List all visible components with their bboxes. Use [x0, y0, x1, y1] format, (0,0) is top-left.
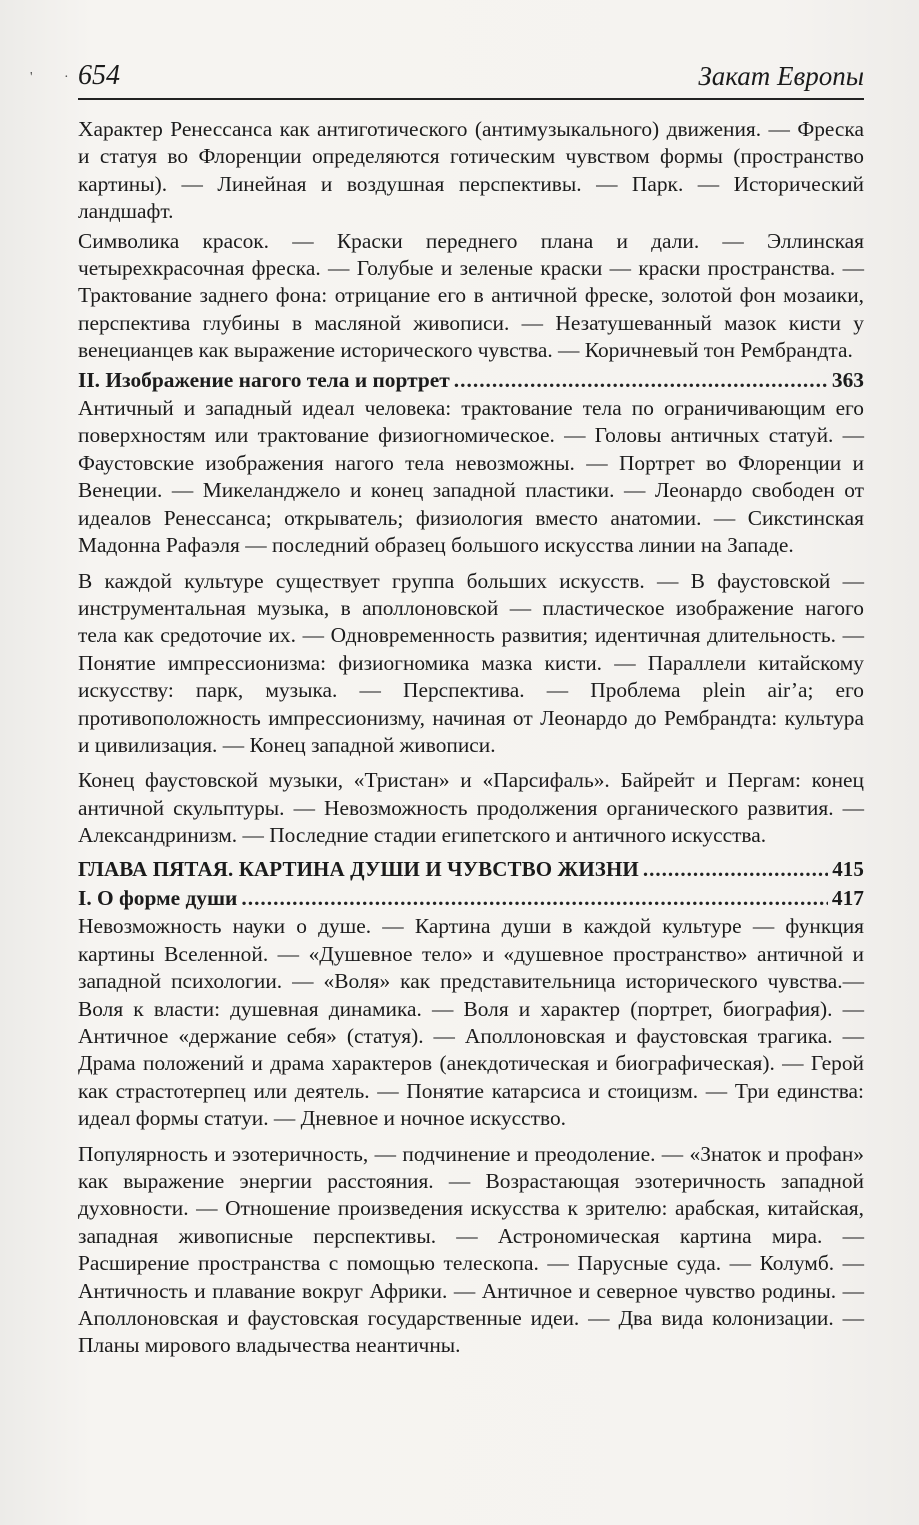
page-header [78, 50, 864, 100]
page-content [78, 116, 864, 1362]
chapter-label: ГЛАВА ПЯТАЯ. КАРТИНА ДУШИ И ЧУВСТВО ЖИЗНИ [78, 856, 639, 881]
paragraph-great-arts: В каждой культуре существует группа больших искусств. — В фаустовской — инструментальная музыка, в аполлоновской — пластическое изображение нагого тела как средоточие их. — Одновременность развития; идентичная длительность. — Понятие импрессионизма: физиогномика мазка кисти. — Параллели китайскому искусству: парк, музыка. — Перспектива. — Проблема plein air’a; его противоположность импрессионизму, начиная от Леонардо до Рембрандта: культура и цивилизация. — Конец западной живописи. [78, 568, 864, 757]
toc-entry-page: 417 [831, 885, 864, 910]
toc-entry-nude-and-portrait [78, 367, 864, 394]
toc-chapter-five [78, 856, 864, 883]
margin-marks: ' · [30, 70, 83, 85]
toc-entry-label: II. Изображение нагого тела и портрет [78, 367, 450, 392]
toc-entry-page: 363 [831, 367, 864, 392]
toc-leader-dots [643, 856, 828, 883]
toc-entry-form-of-soul [78, 885, 864, 912]
paragraph-renaissance: Характер Ренессанса как антиготического (антимузыкального) движения. — Фреска и статуя во Флоренции определяются готическим чувством формы (пространство картины). — Линейная и воздушная перспективы. — Парк. — Исторический ландшафт. [78, 117, 864, 224]
chapter-page: 415 [832, 856, 864, 881]
running-title: Закат Европы [698, 61, 864, 91]
paragraph-popularity-esoteric: Популярность и эзотеричность, — подчинение и преодоление. — «Знаток и профан» как выражение энергии расстояния. — Возрастающая эзотеричность западной духовности. — Отношение произведения искусства к зрителю: арабская, китайская, западная живописные перспективы. — Астрономическая картина мира. — Расширение пространства с помощью телескопа. — Парусные суда. — Колумб. — Античность и плавание вокруг Африки. — Античное и северное чувство родины. — Аполлоновская и фаустовская государственные идеи. — Два вида колонизации. — Планы мирового владычества неантичны. [78, 1141, 864, 1358]
paragraph-faustian-music-end: Конец фаустовской музыки, «Тристан» и «Парсифаль». Байрейт и Пергам: конец античной скульптуры. — Невозможность продолжения органического развития. — Александринизм. — Последние стадии египетского и античного искусства. [78, 768, 864, 848]
toc-entry-label: I. О форме души [78, 885, 238, 910]
paragraph-color-symbolism: Символика красок. — Краски переднего плана и дали. — Эллинская четырехкрасочная фреска. — Голубые и зеленые краски — краски пространства. — Трактование заднего фона: отрицание его в античной фреске, золотой фон мозаики, перспектива глубины в масляной живописи. — Незатушеванный мазок кисти у венецианцев как выражение исторического чувства. — Коричневый тон Рембрандта. [78, 228, 864, 363]
paragraph-soul-science: Невозможность науки о душе. — Картина души в каждой культуре — функция картины Вселенной. — «Душевное тело» и «душевное пространство» античной и западной психологии. — «Воля» как представительница исторического чувства.— Воля к власти: душевная динамика. — Воля и характер (портрет, биография). — Античное «держание себя» (статуя). — Аполлоновская и фаустовская трагика. — Драма положений и драма характеров (анекдотическая и биографическая). — Герой как страстотерпец или деятель. — Понятие катарсиса и стоицизм. — Три единства: идеал формы статуи. — Дневное и ночное искусство. [78, 914, 864, 1131]
paragraph-human-ideal: Античный и западный идеал человека: трактование тела по ограничивающим его поверхностям или трактование физиогномическое. — Головы античных статуй. — Фаустовские изображения нагого тела невозможны. — Портрет во Флоренции и Венеции. — Микеланджело и конец западной пластики. — Леонардо свободен от идеалов Ренессанса; открыватель; физиология вместо анатомии. — Сикстинская Мадонна Рафаэля — последний образец большого искусства линии на Западе. [78, 396, 864, 558]
toc-leader-dots [454, 367, 828, 394]
toc-leader-dots [241, 885, 828, 912]
page-number: 654 [78, 60, 120, 91]
